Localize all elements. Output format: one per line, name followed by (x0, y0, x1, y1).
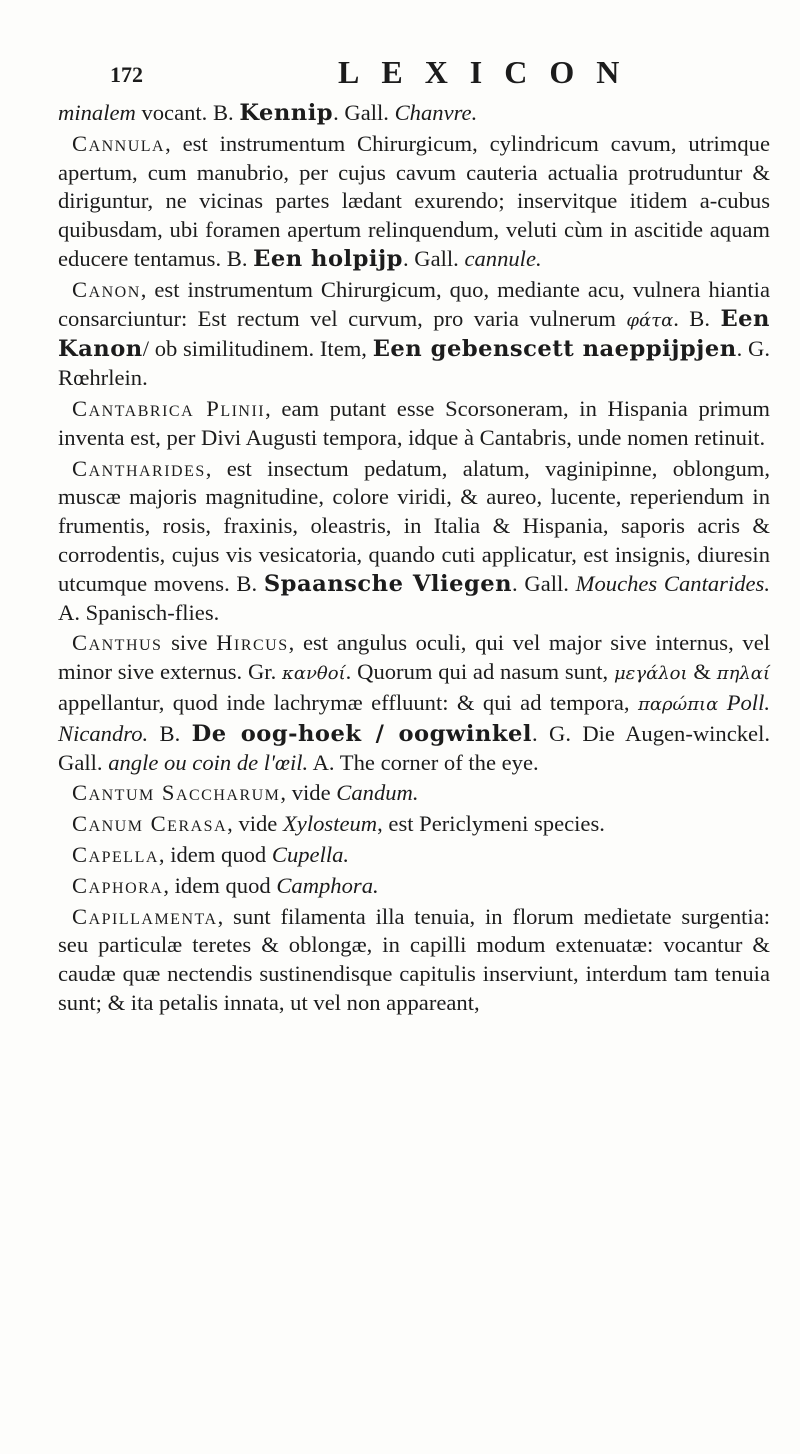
italic-text: Mouches Cantarides. (575, 570, 770, 596)
italic-text: Poll. Nicandro. (58, 689, 770, 746)
italic-text: Candum. (336, 780, 419, 806)
headword: Capella (72, 841, 159, 867)
dictionary-entry (58, 810, 770, 839)
entry-text: . G. Die Augen-winckel. Gall. (58, 720, 771, 775)
blackletter-gloss: De oog-hoek / oogwinkel (191, 720, 532, 747)
page-header (58, 40, 770, 94)
greek-term: πηλαί (716, 663, 771, 685)
entry-text: , sunt filamenta illa tenuia, in florum medietate surgentia: seu particulæ teretes & oblongæ, in capilli modum extenuatæ: vocantur & caudæ quæ nectendis sustinendisque capitulis inserviunt, interdum tam tenuia sunt; & ita petalis innata, ut vel non appareant, (58, 903, 770, 1015)
entry-text (718, 690, 726, 715)
headword: Cantum Saccharum (72, 780, 281, 806)
book-page (58, 40, 770, 1440)
italic-text: cannule. (464, 245, 542, 271)
headword: Canthus (72, 630, 163, 656)
entry-text: , eam putant esse Scorsoneram, in Hispania primum inventa est, per Divi Augusti tempora, idque à Cantabris, unde nomen retinuit. (58, 395, 770, 450)
dictionary-entry (58, 779, 770, 808)
entry-text: vocant. B. (135, 100, 240, 125)
italic-text: Xylosteum (283, 811, 378, 837)
entry-text: A. The corner of the eye. (308, 749, 539, 775)
dictionary-entry (58, 872, 770, 901)
entry-text: & (687, 659, 717, 685)
entry-text: appellantur, quod inde lachrymæ effluunt: & qui ad tempora, (58, 689, 638, 715)
headword: Cantharides (72, 455, 206, 481)
page-number: 172 (110, 62, 143, 87)
blackletter-gloss: Een gebenscett naeppijpjen (372, 336, 737, 363)
blackletter-gloss: Spaansche Vliegen (263, 570, 513, 597)
entry-text: , vide (227, 811, 283, 837)
dictionary-entry (58, 903, 770, 1018)
entry-text: , est instrumentum Chirurgicum, cylindricum cavum, utrimque apertum, cum manubrio, per cujus cavum cauteria actualia protruduntur & diriguntur, ne vicinas partes lædant exurendo; inservitque itidem a-cubus quibusdam, ubi foramen apertum relinquendum, veluti cùm in ascitide aquam educere tentamus. B. (58, 130, 770, 271)
entry-text: , est angulus oculi, qui vel major sive internus, vel minor sive externus. Gr. (58, 630, 770, 685)
entry-text: , est Periclymeni species. (377, 811, 605, 837)
entry-text: , vide (280, 780, 337, 806)
headword: Caphora (72, 872, 164, 898)
entry-text: B. (148, 720, 192, 746)
entry-text: . Gall. (402, 245, 465, 271)
blackletter-gloss: Een holpijp (253, 245, 403, 272)
headword: Canon (72, 276, 141, 302)
entry-text: , est instrumentum Chirurgicum, quo, mediante acu, vulnera hiantia consarciuntur: Est rectum vel curvum, pro varia vulnerum (58, 276, 770, 331)
headword: Hircus (216, 630, 289, 656)
dictionary-entry (58, 629, 770, 777)
greek-term: μεγάλοι (613, 663, 688, 685)
entry-text: , idem quod (163, 872, 277, 898)
dictionary-entry (58, 455, 770, 628)
italic-text: Cupella. (271, 841, 350, 867)
headword: Cannula (72, 130, 166, 156)
dictionary-entries (58, 99, 770, 1018)
dictionary-entry (58, 99, 770, 128)
dictionary-entry (58, 395, 770, 453)
headword: Capillamenta (72, 903, 218, 929)
entry-text: . B. (673, 305, 721, 331)
running-head: LEXICON (338, 54, 642, 90)
greek-term: φάτα (626, 309, 674, 331)
entry-text: , est insectum pedatum, alatum, vaginipinne, oblongum, muscæ majoris magnitudine, colore viridi, & aureo, lucente, reperiendum in frumentis, rosis, fraxinis, oleastris, in Italia & Hispania, saporis acris & corrodentis, cujus vis vesicatoria, quando cuti applicatur, est insignis, diuresin utcumque movens. B. (58, 455, 770, 596)
greek-term: κανθοί (282, 663, 346, 685)
dictionary-entry (58, 276, 770, 393)
entry-text: . Gall. (333, 100, 395, 125)
entry-text: , idem quod (158, 841, 272, 867)
italic-text: angle ou coin de l'œil. (108, 749, 309, 775)
blackletter-gloss: Kennip (239, 100, 334, 126)
entry-text: . G. Rœhrlein. (58, 336, 770, 391)
italic-text: Chanvre. (394, 100, 478, 125)
blackletter-gloss: Een Kanon (58, 305, 770, 363)
entry-text: . Gall. (512, 570, 576, 596)
headword: Cantabrica Plinii (72, 395, 266, 421)
headword: Canum Cerasa (72, 811, 228, 837)
dictionary-entry (58, 841, 770, 870)
entry-text: sive (162, 630, 217, 656)
entry-text: / ob similitudinem. Item, (142, 336, 373, 362)
italic-text: minalem (58, 100, 136, 125)
entry-text: A. Spanisch-flies. (58, 599, 220, 625)
entry-text: . Quorum qui ad nasum sunt, (345, 659, 614, 685)
greek-term: παρώπια (637, 693, 719, 715)
italic-text: Camphora. (276, 872, 379, 898)
dictionary-entry (58, 130, 770, 274)
